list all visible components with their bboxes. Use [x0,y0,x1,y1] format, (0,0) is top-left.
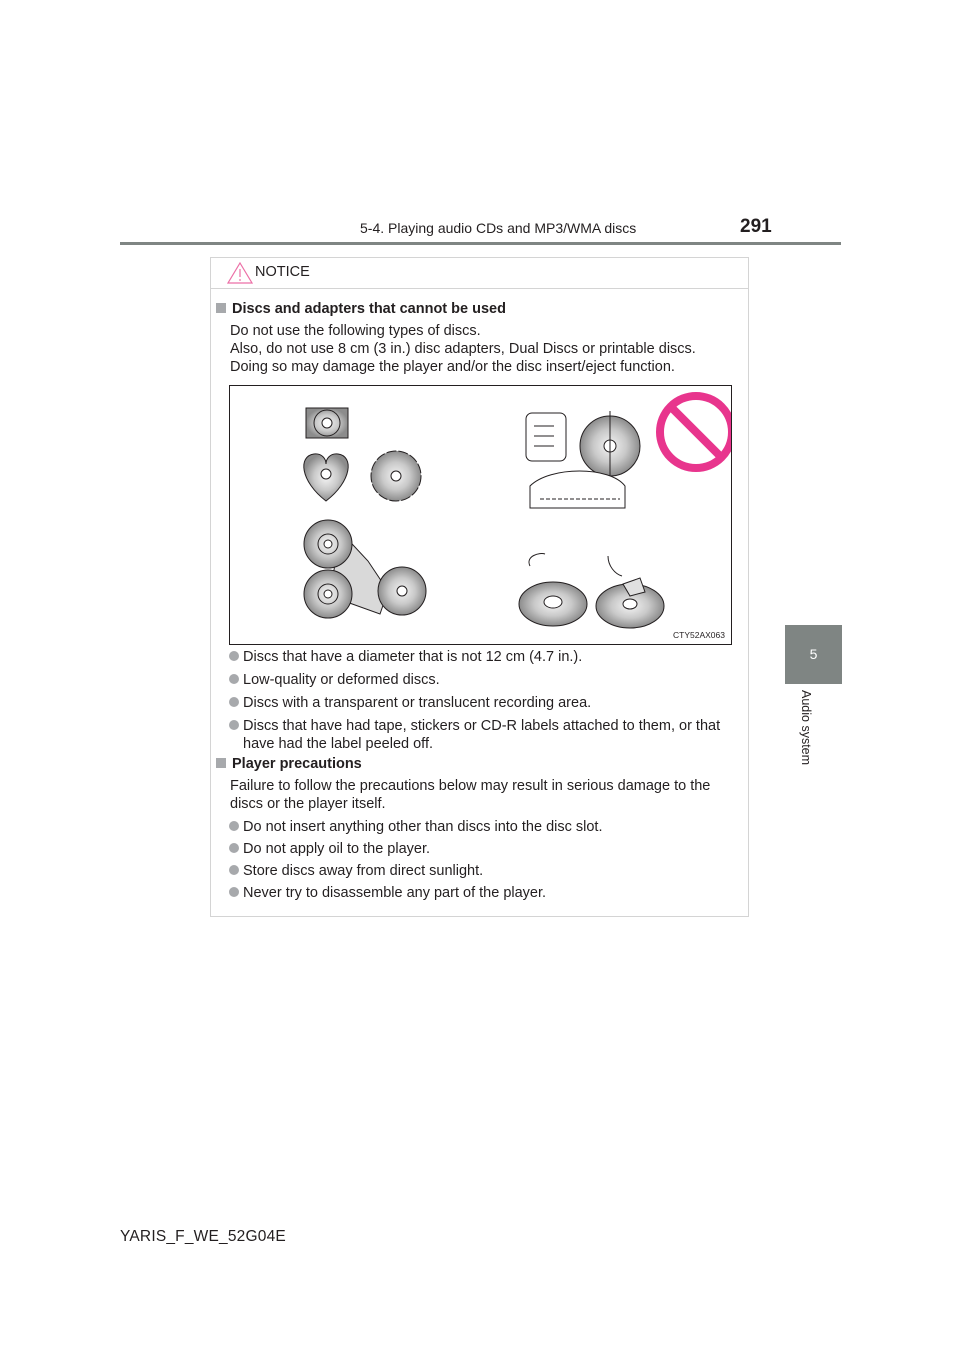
adapter-discs-icon [304,520,426,618]
disc-types-figure [230,386,731,644]
chapter-label-wrap [799,690,833,830]
round-bullet-icon [229,887,239,897]
notice-box [210,257,749,917]
section-heading: Player precautions [216,756,362,772]
square-bullet-icon [216,303,226,313]
round-bullet-icon [229,651,239,661]
bullet-item: Discs with a transparent or translucent recording area. [229,694,744,712]
round-bullet-icon [229,821,239,831]
disc-illustration [229,385,732,645]
paragraph-line: Failure to follow the precautions below may result in serious damage to the [230,778,711,794]
paragraph-line: discs or the player itself. [230,796,386,812]
square-bullet-icon [216,758,226,768]
bullet-item: Never try to disassemble any part of the player. [229,884,744,902]
round-bullet-icon [229,865,239,875]
page-number: 291 [740,216,772,237]
paragraph-line: Do not use the following types of discs. [230,323,481,339]
bullet-item: Do not insert anything other than discs into the disc slot. [229,818,744,836]
round-bullet-icon [229,674,239,684]
deformed-disc-icon [526,411,640,508]
round-bullet-icon [229,697,239,707]
header-title: 5-4. Playing audio CDs and MP3/WMA discs [360,220,637,236]
bullet-continuation: have had the label peeled off. [243,736,434,752]
bullet-item: Store discs away from direct sunlight. [229,862,744,880]
document-code: YARIS_F_WE_52G04E [120,1228,286,1245]
warning-triangle-icon [227,262,253,284]
notice-header [211,258,748,289]
chapter-tab: 5 [785,625,842,684]
peeled-label-discs-icon [519,554,664,629]
section-heading: Discs and adapters that cannot be used [216,301,506,317]
figure-code: CTY52AX063 [673,630,725,640]
bullet-item: Low-quality or deformed discs. [229,671,744,689]
round-bullet-icon [229,843,239,853]
bullet-item: Do not apply oil to the player. [229,840,744,858]
paragraph-line: Also, do not use 8 cm (3 in.) disc adapters, Dual Discs or printable discs. [230,341,696,357]
chapter-label: Audio system [799,690,813,766]
bullet-item: Discs that have had tape, stickers or CD-R labels attached to them, or that [229,717,744,735]
prohibited-sign-icon [660,396,731,468]
scalloped-disc-icon [371,451,421,501]
round-bullet-icon [229,720,239,730]
heart-disc-icon [304,454,348,501]
header-rule [120,242,841,245]
bullet-item: Discs that have a diameter that is not 12 cm (4.7 in.). [229,648,744,666]
paragraph-line: Doing so may damage the player and/or the disc insert/eject function. [230,359,675,375]
square-disc-icon [306,408,348,438]
notice-label: NOTICE [255,264,310,280]
